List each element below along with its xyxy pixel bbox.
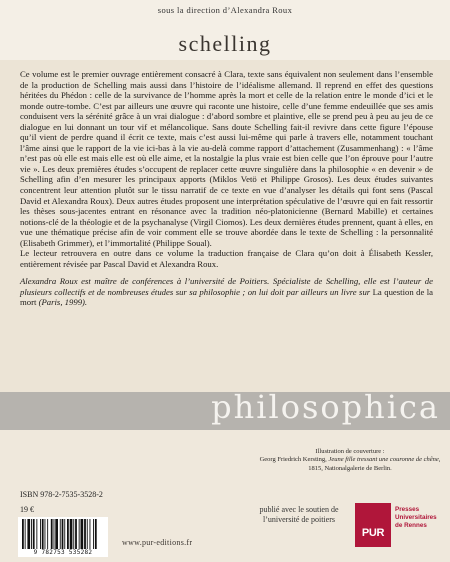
barcode-bar — [36, 519, 37, 549]
support-line1: publié avec le soutien de — [259, 505, 339, 514]
summary-paragraph: Ce volume est le premier ouvrage entièrement consacré à Clara, texte sans équivalent non seulement dans l’ensemble de la production de Schelling mais aussi dans l’histoire de l’idéalisme allemand. Il reprend en effet des questions héritées du Phédon : celle de la survivance de l’homme après la mort et celle de la relation entre le monde d’ici et le monde outre-tombe. C’est par ailleurs une œuvre qui raconte une histoire, celle d’une femme endeuillée que ses amis conduisent vers la sérénité grâce à un vrai dialogue : d’abord sombre et plaintive, elle se prend peu à peu au jeu de ce dialogue en lui donnant un tour vif et mélancolique. Sans doute Schelling fait-il revivre dans cette figure l’épouse qu’il vient de perdre quand il écrit ce texte, mais c’est aussi lui-même qui parle à travers elle, notamment touchant l’âme ainsi que le rapport de la vie ici-bas à la vie au-delà comme rapport d’attachement (Zusammenhang) : « l’âme n’est pas où elle est mais elle est où elle aime, et la nostalgie la plus vraie est bien celle que l’on éprouve pour l’autre vie ». Les deux premières études s’occupent de replacer cette œuvre singulière dans la philosophie « en devenir » de Schelling afin d’en mesurer les principaux apports (Miklos Vetö et Philippe Grosos). Les deux études suivantes concentrent leur attention plutôt sur le tissu narratif de ce texte en vue d’analyser les détails qui font sens (Pascal David et Alexandra Roux). Deux autres études proposent une interprétation spéculative de l’œuvre qui en fait ressortir les thèses sous-jacentes entrant en résonance avec la tradition néo-platonicienne (Bernard Mabille) et certaines notions-clé de la théologie et de la psychanalyse (Virgil Ciomos). Les deux dernières études prennent, quant à elles, en vue une thématique précise afin de voir comment elle se trouve abordée dans le texte de Schelling : la personnalité (Elisabeth Grimmer), et l’immortalité (Philippe Soual). — [20, 69, 433, 248]
isbn: ISBN 978-2-7535-3528-2 — [20, 490, 103, 499]
barcode-bars — [18, 517, 108, 551]
credit-location: 1815, Nationalgalerie de Berlin. — [308, 464, 392, 472]
barcode-bar — [25, 519, 26, 549]
barcode-bar — [62, 519, 64, 549]
barcode-bar — [64, 519, 65, 549]
publisher-name-line2: Universitaires — [395, 514, 437, 521]
publisher-logo — [355, 503, 445, 549]
barcode-bar — [95, 519, 97, 549]
barcode-bar — [47, 519, 48, 549]
barcode-number: 9 782753 535282 — [18, 549, 108, 556]
barcode-bar — [84, 519, 86, 549]
barcode-bar — [60, 519, 61, 549]
price: 19 € — [20, 505, 34, 514]
publisher-name — [395, 506, 450, 530]
barcode-bar — [54, 519, 55, 549]
collection-name: philosophica — [211, 388, 440, 426]
barcode-bar — [55, 519, 58, 549]
barcode-bar — [40, 519, 41, 549]
credit-artist: Georg Friedrich Kersting, — [259, 456, 327, 464]
barcode-bar — [31, 519, 32, 549]
barcode-bar — [22, 519, 24, 549]
barcode-bar — [27, 519, 30, 549]
back-cover-text — [20, 69, 433, 308]
barcode-bar — [75, 519, 77, 549]
publisher-name-line1: Presses — [395, 506, 420, 513]
barcode-bar — [79, 519, 80, 549]
barcode-bar — [87, 519, 88, 549]
translation-paragraph: Le lecteur retrouvera en outre dans ce volume la traduction française de Clara qu’on doit à Élisabeth Kessler, entièrement révisée par Pascal David et Alexandra Roux. — [20, 248, 433, 269]
barcode-bar — [70, 519, 73, 549]
support-line2: l’université de poitiers — [263, 515, 335, 524]
author-book-title: La question de la mort — [20, 286, 434, 308]
barcode-bar — [73, 519, 74, 549]
barcode-bar — [45, 519, 46, 549]
publisher-name-line3: de Rennes — [395, 522, 427, 529]
barcode-bar — [90, 519, 91, 549]
barcode-bar — [33, 519, 35, 549]
barcode-bar — [42, 519, 44, 549]
barcode-bar — [81, 519, 84, 549]
editor-line: sous la direction d’Alexandra Roux — [157, 5, 293, 15]
series-title: schelling — [178, 31, 272, 56]
credit-artwork — [255, 456, 445, 464]
publisher-logo-letters: PUR — [361, 527, 385, 539]
website-link[interactable]: www.pur-editions.fr — [122, 538, 193, 547]
barcode-bar — [51, 519, 53, 549]
barcode-bar — [67, 519, 69, 549]
publisher-logo-mark — [355, 503, 391, 547]
support-note — [245, 505, 353, 525]
author-bio — [20, 276, 433, 308]
author-bio-end: (Paris, 1999). — [38, 297, 88, 308]
author-bio-text: Alexandra Roux est maître de conférences à l’université de Poitiers. Spécialiste de Schelling, elle est l’auteur de plusieurs collectifs et de nombreuses études sur sa philosophie ; on lui doit par ailleurs un livre sur — [20, 276, 433, 297]
cover-credit — [255, 448, 445, 473]
barcode-bar — [93, 519, 94, 549]
credit-title: Jeune fille tressant une couronne de chêne, — [328, 456, 441, 464]
credit-heading: Illustration de couverture : — [315, 448, 385, 455]
